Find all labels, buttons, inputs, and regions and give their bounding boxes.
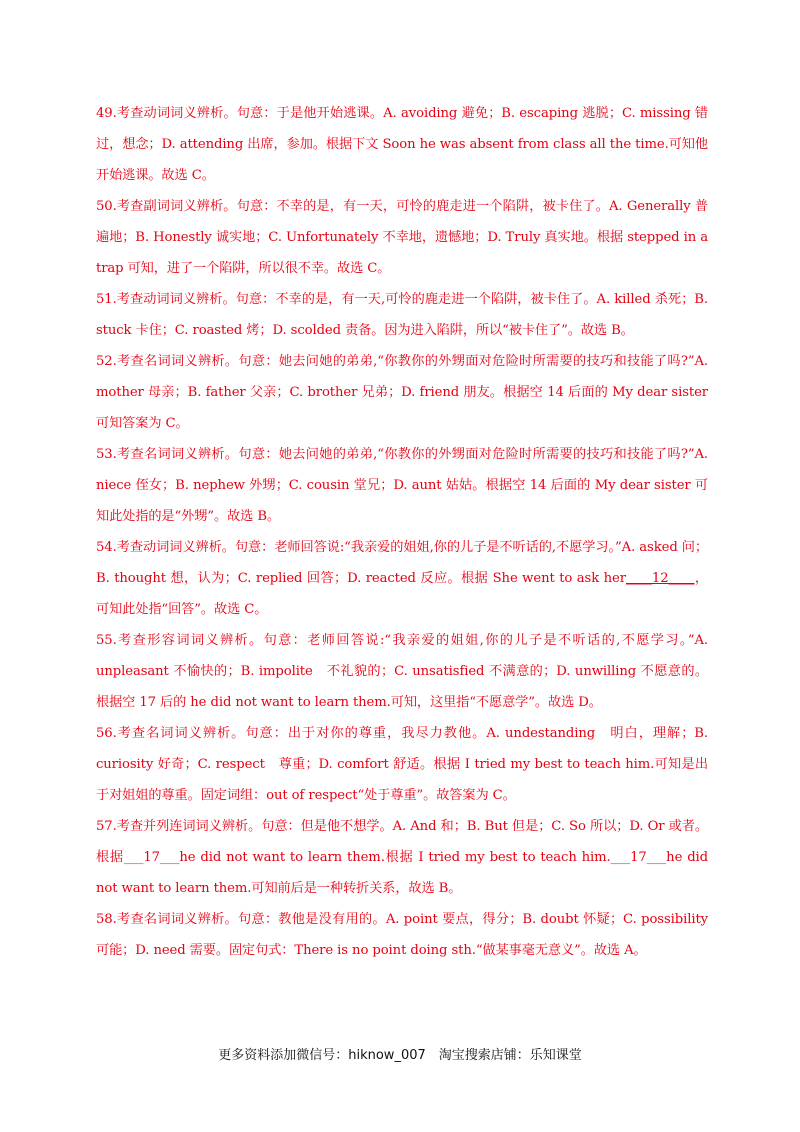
explanation-56: 56.考查名词词义辨析。句意：出于对你的尊重，我尽力教他。A. undestanding 明白，理解；B. curiosity 好奇；C. respect 尊重；D. comfort 舒适。根据 I tried my best to teach him.可知是出于对姐姐的尊重。固定词组：out of respect“处于尊重”。故答案为 C。 xyxy=(96,726,708,803)
explanation-49: 49.考查动词词义辨析。句意：于是他开始逃课。A. avoiding 避免；B. escaping 逃脱；C. missing 错过，想念；D. attending 出席，参加。根据下文 Soon he was absent from class all the time.可知他开始逃课。故选 C。 xyxy=(96,106,708,183)
explanation-50: 50.考查副词词义辨析。句意：不幸的是，有一天，可怜的鹿走进一个陷阱，被卡住了。A. Generally 普遍地；B. Honestly 诚实地；C. Unfortunately 不幸地，遗憾地；D. Truly 真实地。根据 stepped in a trap 可知，进了一个陷阱，所以很不幸。故选 C。 xyxy=(96,199,708,276)
explanation-58: 58.考查名词词义辨析。句意：教他是没有用的。A. point 要点，得分；B. doubt 怀疑；C. possibility 可能；D. need 需要。固定句式：There is no point doing sth.“做某事毫无意义”。故选 A。 xyxy=(96,912,708,958)
explanation-54-post: ，可知此处指“回答”。故选 C。 xyxy=(96,571,708,617)
explanation-53: 53.考查名词词义辨析。句意：她去问她的弟弟,“你教你的外甥面对危险时所需要的技巧和技能了吗?”A. niece 侄女；B. nephew 外甥；C. cousin 堂兄；D. aunt 姑姑。根据空 14 后面的 My dear sister 可知此处指的是“外甥”。故选 B。 xyxy=(96,447,708,524)
answer-explanations xyxy=(96,98,708,966)
explanation-54 xyxy=(96,532,708,625)
explanation-55: 55.考查形容词词义辨析。句意：老师回答说:“我亲爱的姐姐,你的儿子是不听话的,不愿学习。”A. unpleasant 不愉快的；B. impolite 不礼貌的；C. unsatisfied 不满意的；D. unwilling 不愿意的。根据空 17 后的 he did not want to learn them.可知，这里指“不愿意学”。故选 D。 xyxy=(96,633,708,710)
explanation-51: 51.考查动词词义辨析。句意：不幸的是，有一天,可怜的鹿走进一个陷阱，被卡住了。A. killed 杀死；B. stuck 卡住；C. roasted 烤；D. scolded 责备。因为进入陷阱，所以“被卡住了”。故选 B。 xyxy=(96,292,708,338)
explanation-54-pre: 54.考查动词词义辨析。句意：老师回答说:“我亲爱的姐姐,你的儿子是不听话的,不愿学习。”A. asked 问；B. thought 想，认为；C. replied 回答；D. reacted 反应。根据 She went to ask her xyxy=(96,540,708,586)
explanation-57: 57.考查并列连词词义辨析。句意：但是他不想学。A. And 和；B. But 但是；C. So 所以；D. Or 或者。根据___17___he did not want to learn them.根据 I tried my best to teach him.___17___he did not want to learn them.可知前后是一种转折关系，故选 B。 xyxy=(96,819,708,896)
explanation-52: 52.考查名词词义辨析。句意：她去问她的弟弟,“你教你的外甥面对危险时所需要的技巧和技能了吗?”A. mother 母亲；B. father 父亲；C. brother 兄弟；D. friend 朋友。根据空 14 后面的 My dear sister 可知答案为 C。 xyxy=(96,354,708,431)
page-footer: 更多资料添加微信号：hiknow_007 淘宝搜索店铺：乐知课堂 xyxy=(218,1048,582,1063)
explanation-54-blank: ____12____ xyxy=(625,571,695,586)
